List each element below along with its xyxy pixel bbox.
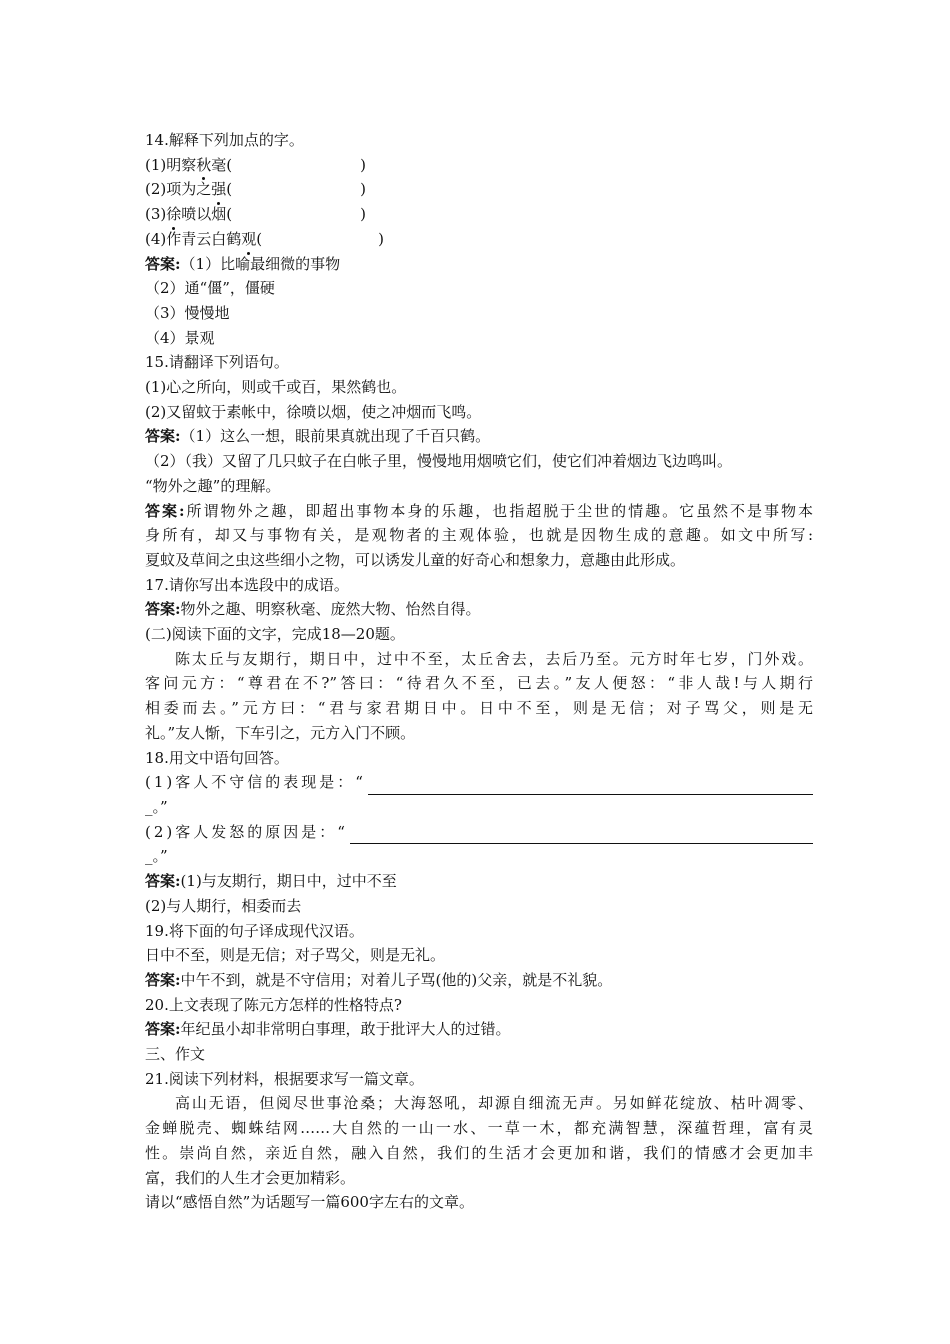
answer-label: 答案: — [145, 872, 181, 891]
q16-title: “物外之趣”的理解。 — [145, 476, 281, 495]
answer-text: （1）比喻最细微的事物 — [180, 254, 341, 273]
q20-title: 20.上文表现了陈元方怎样的性格特点? — [145, 995, 402, 1014]
q16-answer-2: 身所有，却又与事物有关，是观物者的主观体验，也就是因物生成的意趣。如文中所写: — [145, 526, 813, 545]
q14-item-2 — [145, 177, 813, 202]
answer-text: 中午不到，就是不守信用；对着儿子骂(他的)父亲，就是不礼貌。 — [180, 970, 613, 989]
dotted-char: 徐 — [166, 202, 181, 227]
dotted-char: 观 — [241, 227, 256, 252]
q14-answer-1 — [145, 252, 813, 277]
dotted-char: 秋 — [196, 153, 211, 178]
q18-title: 18.用文中语句回答。 — [145, 748, 289, 767]
answer-blank-line[interactable] — [350, 827, 813, 844]
q19-answer — [145, 968, 813, 993]
answer-text: 物外之趣、明察秋毫、庞然大物、怡然自得。 — [180, 600, 481, 619]
q14-item-4-pre: (4)作青云白鹤 — [145, 229, 242, 248]
q19-title: 19.将下面的句子译成现代汉语。 — [145, 921, 364, 940]
q15-title: 15.请翻译下列语句。 — [145, 353, 289, 372]
q15-answer-1 — [145, 424, 813, 449]
q14-answer-2: （2）通“僵”，僵硬 — [145, 279, 275, 298]
q14-item-2-post: ( — [226, 180, 233, 199]
q21-requirement: 请以“感悟自然”为话题写一篇600字左右的文章。 — [145, 1193, 474, 1212]
q16-answer-1 — [145, 499, 813, 524]
q17-title: 17.请你写出本选段中的成语。 — [145, 575, 349, 594]
q15-answer-2: （2）（我）又留了几只蚊子在白帐子里，慢慢地用烟喷它们，使它们冲着烟边飞边鸣叫。 — [145, 452, 733, 471]
q18-item-2-prompt: (2)客人发怒的原因是：“ — [145, 822, 348, 841]
q18-item-1-tail: _。” — [145, 797, 168, 816]
q14-item-2-close: ) — [360, 180, 366, 199]
q14-item-2-pre: (2)项为之 — [145, 180, 212, 199]
q14-title: 14.解释下列加点的字。 — [145, 131, 304, 149]
passage-line-4: 礼。”友人惭，下车引之，元方入门不顾。 — [145, 723, 416, 742]
q18-item-2 — [145, 820, 813, 845]
answer-label: 答案: — [145, 1020, 181, 1039]
passage-line-1: 陈太丘与友期行，期日中，过中不至，太丘舍去，去后乃至。元方时年七岁，门外戏。 — [175, 649, 813, 668]
answer-label: 答案: — [145, 501, 185, 520]
q14-item-4-post: ( — [256, 229, 263, 248]
passage-line-2: 客问元方：“尊君在不?”答曰：“待君久不至，已去。”友人便怒：“非人哉!与人期行 — [145, 674, 813, 693]
q14-item-1-pre: (1)明察 — [145, 155, 197, 174]
answer-text: （1）这么一想，眼前果真就出现了千百只鹤。 — [180, 427, 491, 446]
q14-item-4 — [145, 227, 813, 252]
q18-item-2-tail: _。” — [145, 847, 168, 866]
q20-answer — [145, 1017, 813, 1042]
answer-text: 所谓物外之趣，即超出事物本身的乐趣，也指超脱于尘世的情趣。它虽然不是事物本 — [184, 501, 813, 520]
q14-item-3-close: ) — [360, 205, 366, 224]
answer-label: 答案: — [145, 427, 181, 446]
answer-label: 答案: — [145, 600, 181, 619]
q18-item-1 — [145, 770, 813, 795]
answer-label: 答案: — [145, 254, 181, 273]
passage-line-3: 相委而去。”元方曰：“君与家君期日中。日中不至，则是无信；对子骂父，则是无 — [145, 699, 813, 718]
q15-item-1: (1)心之所向，则或千或百，果然鹤也。 — [145, 378, 407, 397]
q14-answer-4: （4）景观 — [145, 328, 215, 347]
document-page — [145, 128, 813, 1215]
q18-item-1-prompt: (1)客人不守信的表现是：“ — [145, 773, 366, 792]
section-3-title: 三、作文 — [145, 1045, 206, 1064]
q21-passage-line-4: 富，我们的人生才会更加精彩。 — [145, 1168, 356, 1187]
section-2-title: (二)阅读下面的文字，完成18—20题。 — [145, 625, 405, 644]
q17-answer — [145, 597, 813, 622]
q14-item-1 — [145, 153, 813, 178]
answer-blank-line[interactable] — [368, 778, 813, 795]
q15-item-2: (2)又留蚊于素帐中，徐喷以烟，使之冲烟而飞鸣。 — [145, 402, 482, 421]
q18-answer-2: (2)与人期行，相委而去 — [145, 896, 302, 915]
q14-answer-3: （3）慢慢地 — [145, 303, 230, 322]
q14-item-3-post: 喷以烟( — [181, 205, 233, 224]
q21-title: 21.阅读下列材料，根据要求写一篇文章。 — [145, 1069, 424, 1088]
q14-item-3-pre: (3) — [145, 205, 167, 224]
answer-text: 年纪虽小却非常明白事理，敢于批评大人的过错。 — [180, 1020, 511, 1039]
q14-item-4-close: ) — [378, 229, 384, 248]
q19-sentence: 日中不至，则是无信；对子骂父，则是无礼。 — [145, 946, 446, 965]
answer-label: 答案: — [145, 970, 181, 989]
q14-item-3 — [145, 202, 813, 227]
q21-passage-line-1: 高山无语，但阅尽世事沧桑；大海怒吼，却源自细流无声。另如鲜花绽放、枯叶凋零、 — [175, 1094, 813, 1113]
dotted-char: 强 — [211, 177, 226, 202]
q21-passage-line-2: 金蝉脱壳、蜘蛛结网……大自然的一山一水、一草一木，都充满智慧，深蕴哲理，富有灵 — [145, 1119, 813, 1138]
q16-answer-3: 夏蚊及草间之虫这些细小之物，可以诱发儿童的好奇心和想象力，意趣由此形成。 — [145, 550, 686, 569]
q21-passage-line-3: 性。崇尚自然，亲近自然，融入自然，我们的生活才会更加和谐，我们的情感才会更加丰 — [145, 1143, 813, 1162]
q18-answer-1 — [145, 869, 813, 894]
answer-text: (1)与友期行，期日中，过中不至 — [180, 872, 397, 891]
q14-item-1-close: ) — [360, 155, 366, 174]
q14-item-1-post: 毫( — [211, 155, 233, 174]
